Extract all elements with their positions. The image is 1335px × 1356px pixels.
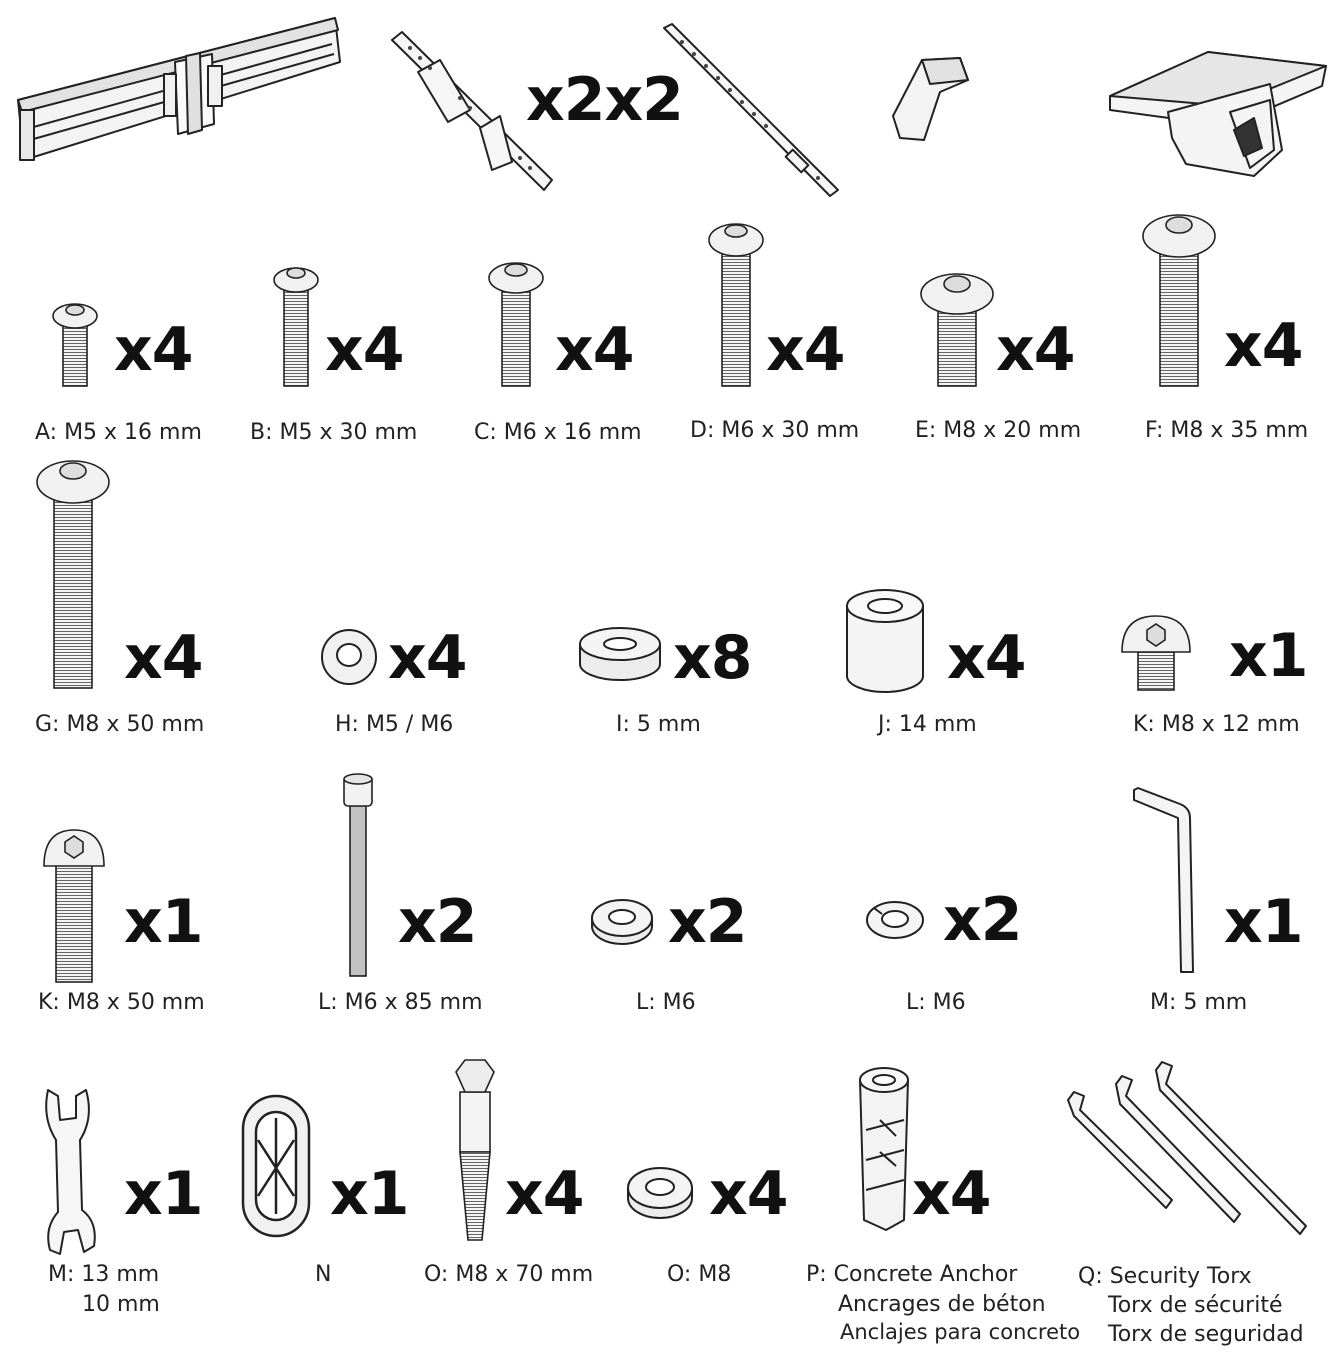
concrete-anchor-icon	[860, 1068, 908, 1230]
qty-l3: x2	[943, 885, 1022, 955]
label-g: G: M8 x 50 mm	[35, 712, 205, 737]
label-q-line3: Torx de seguridad	[1108, 1322, 1304, 1347]
cable-organizer-icon	[243, 1096, 309, 1236]
label-q-line1: Q: Security Torx	[1078, 1264, 1252, 1289]
spacer-j-icon	[847, 590, 923, 692]
qty-g: x4	[124, 623, 203, 693]
screw-a-icon	[53, 304, 97, 386]
qty-h: x4	[388, 623, 467, 693]
label-m1: M: 5 mm	[1150, 990, 1248, 1015]
qty-j: x4	[947, 623, 1026, 693]
label-o1: O: M8 x 70 mm	[424, 1262, 594, 1287]
extension-bar-icon	[664, 24, 838, 196]
qty-a: x4	[114, 315, 193, 385]
clip-icon	[893, 58, 968, 140]
qty-o1: x4	[505, 1159, 584, 1229]
qty-m1: x1	[1224, 887, 1303, 957]
label-a: A: M5 x 16 mm	[35, 420, 202, 445]
washer-o2-icon	[628, 1168, 692, 1218]
label-k1: K: M8 x 12 mm	[1133, 712, 1300, 737]
label-k2: K: M8 x 50 mm	[38, 990, 205, 1015]
qty-p: x4	[912, 1159, 991, 1229]
ceiling-plate-icon	[1110, 52, 1326, 176]
label-l1: L: M6 x 85 mm	[318, 990, 483, 1015]
label-o2: O: M8	[667, 1262, 732, 1287]
qty-f: x4	[1224, 311, 1303, 381]
screw-k1-icon	[1122, 616, 1190, 690]
qty-n: x1	[330, 1159, 409, 1229]
qty-b: x4	[325, 315, 404, 385]
label-h: H: M5 / M6	[335, 712, 454, 737]
label-q-line2: Torx de sécurité	[1108, 1293, 1283, 1318]
screw-c-icon	[489, 263, 543, 386]
qty-k2: x1	[124, 887, 203, 957]
label-i: I: 5 mm	[616, 712, 701, 737]
screw-l1-icon	[344, 774, 372, 976]
label-l3: L: M6	[906, 990, 966, 1015]
washer-h-icon	[322, 630, 376, 684]
allen-key-icon	[1134, 788, 1193, 972]
rail-bracket-icon	[18, 18, 340, 160]
lag-bolt-icon	[456, 1060, 494, 1240]
qty-l1: x2	[398, 887, 477, 957]
label-j: J: 14 mm	[878, 712, 977, 737]
label-c: C: M6 x 16 mm	[474, 420, 642, 445]
screw-b-icon	[274, 268, 318, 386]
label-m2-line2: 10 mm	[82, 1292, 160, 1317]
screw-d-icon	[709, 224, 763, 386]
screw-f-icon	[1143, 215, 1215, 386]
label-p-line2: Ancrages de béton	[838, 1292, 1046, 1317]
qty-k1: x1	[1229, 621, 1308, 691]
label-b: B: M5 x 30 mm	[250, 420, 418, 445]
qty-o2: x4	[709, 1159, 788, 1229]
qty-l2: x2	[668, 887, 747, 957]
top-quantity: x2x2	[526, 65, 683, 135]
label-d: D: M6 x 30 mm	[690, 418, 860, 443]
wrench-icon	[46, 1090, 95, 1254]
label-m2-line1: M: 13 mm	[48, 1262, 160, 1287]
washer-i-icon	[580, 628, 660, 680]
screw-g-icon	[37, 461, 109, 688]
label-f: F: M8 x 35 mm	[1145, 418, 1309, 443]
label-n: N	[315, 1262, 332, 1287]
label-e: E: M8 x 20 mm	[915, 418, 1082, 443]
qty-m2: x1	[124, 1159, 203, 1229]
label-p-line3: Anclajes para concreto	[840, 1320, 1081, 1344]
qty-d: x4	[766, 315, 845, 385]
screw-k2-icon	[44, 830, 104, 982]
screw-e-icon	[921, 274, 993, 386]
label-p-line1: P: Concrete Anchor	[806, 1262, 1018, 1287]
label-l2: L: M6	[636, 990, 696, 1015]
lock-washer-l3-icon	[867, 902, 923, 938]
qty-c: x4	[555, 315, 634, 385]
qty-e: x4	[996, 315, 1075, 385]
qty-i: x8	[673, 623, 752, 693]
washer-l2-icon	[592, 900, 652, 944]
torx-keys-icon	[1068, 1062, 1306, 1234]
